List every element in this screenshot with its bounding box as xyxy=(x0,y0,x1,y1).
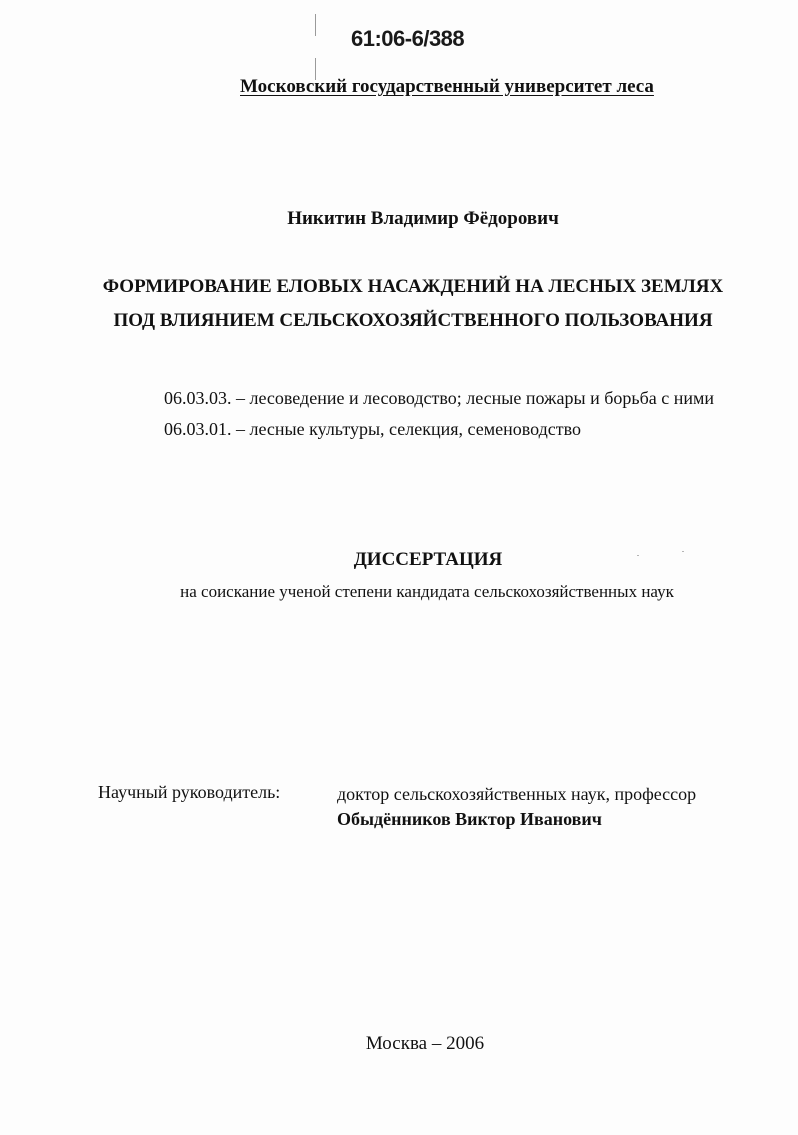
specialty-line: 06.03.01. – лесные культуры, селекция, семеноводство xyxy=(164,419,581,439)
city-year: Москва – 2006 xyxy=(365,1033,485,1054)
degree-description: на соискание ученой степени кандидата сельскохозяйственных наук xyxy=(180,582,674,601)
supervisor-info xyxy=(337,782,696,832)
specialty-codes xyxy=(164,383,714,445)
university-name: Московский государственный университет леса xyxy=(240,76,654,97)
author-name: Никитин Владимир Фёдорович xyxy=(287,208,559,229)
supervisor-label: Научный руководитель: xyxy=(98,782,281,802)
supervisor-credentials: доктор сельскохозяйственных наук, профессор xyxy=(337,784,697,804)
scan-artifact-line-top xyxy=(315,14,316,36)
specialty-line: 06.03.03. – лесоведение и лесоводство; лесные пожары и борьба с ними xyxy=(164,388,715,408)
scan-speck xyxy=(637,555,639,556)
document-type: ДИССЕРТАЦИЯ xyxy=(353,549,503,570)
library-catalog-stamp: 61:06-6/388 xyxy=(351,26,465,51)
title-line: ПОД ВЛИЯНИЕМ СЕЛЬСКОХОЗЯЙСТВЕННОГО ПОЛЬЗОВАНИЯ xyxy=(113,310,713,331)
dissertation-title xyxy=(0,270,798,338)
title-line: ФОРМИРОВАНИЕ ЕЛОВЫХ НАСАЖДЕНИЙ НА ЛЕСНЫХ ЗЕМЛЯХ xyxy=(102,276,724,297)
supervisor-name: Обыдёнников Виктор Иванович xyxy=(337,809,602,829)
scan-speck xyxy=(682,551,684,552)
